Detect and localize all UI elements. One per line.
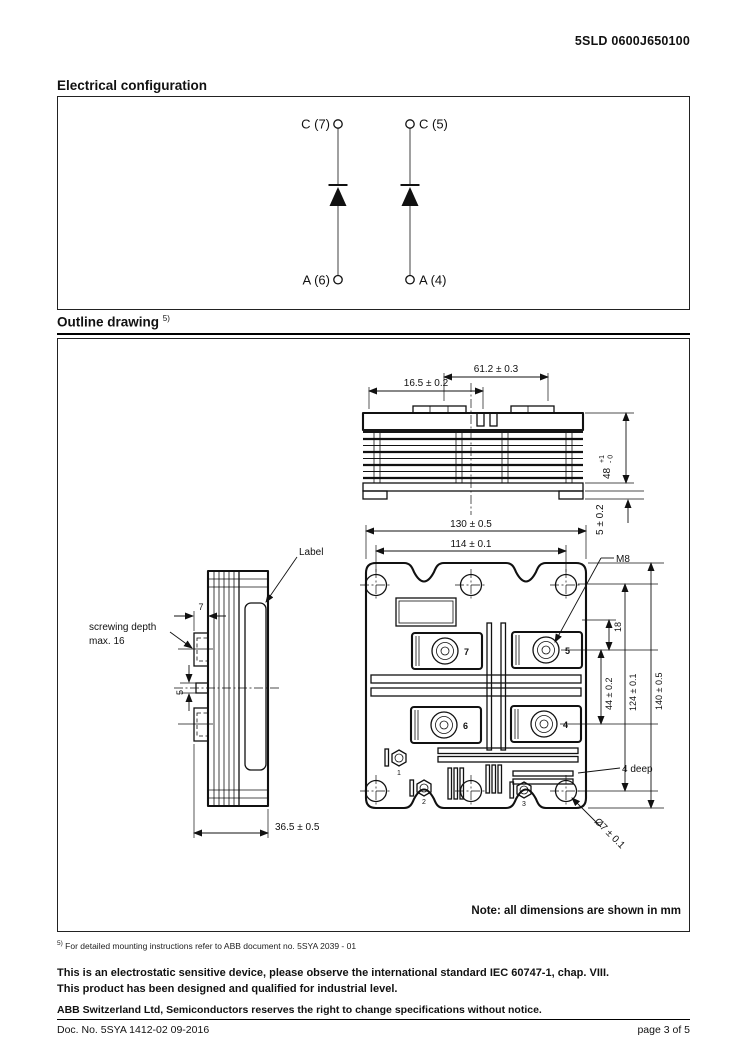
terminal-5-number: 5	[565, 646, 571, 656]
thread-m8-label: M8	[616, 554, 630, 565]
dim-365-label: 36.5 ± 0.5	[275, 822, 320, 833]
dim-48-tol-plus: +1	[599, 455, 606, 463]
baseplate-line	[363, 429, 583, 433]
dim-130-label: 130 ± 0.5	[450, 519, 492, 530]
dim-4deep-label: 4 deep	[622, 764, 653, 775]
section-title-outline-text: Outline drawing	[57, 314, 160, 330]
dim-140-label: 140 ± 0.5	[654, 672, 664, 710]
electrical-diagram	[58, 97, 688, 308]
dimensions-note: Note: all dimensions are shown in mm	[471, 905, 681, 917]
screwing-depth-line2: max. 16	[89, 636, 125, 647]
mounting-hole	[455, 569, 487, 601]
terminal-6-number: 6	[463, 721, 469, 731]
module-face-view	[360, 563, 586, 808]
outline-footnote-marker: 5)	[162, 314, 170, 323]
diode-2	[401, 117, 448, 288]
dim-165-label: 16.5 ± 0.2	[403, 378, 449, 389]
footer-page-number: page 3 of 5	[637, 1024, 690, 1036]
esd-line1: This is an electrostatic sensitive device, please observe the international standard IEC 60747-1, chap. VIII.	[57, 967, 610, 979]
aux-terminal-3-number: 3	[522, 801, 526, 808]
terminal-7-number: 7	[464, 647, 470, 657]
dim-18-label: 18	[613, 621, 623, 632]
diode-1	[301, 117, 347, 288]
electrical-configuration-panel	[57, 96, 690, 310]
dim-hole-dia-label: Ø7 ± 0.1	[591, 816, 627, 852]
aux-terminal-2-number: 2	[422, 799, 426, 806]
terminal-6	[411, 707, 481, 743]
outline-drawing-panel	[57, 338, 690, 932]
outline-drawing	[58, 339, 688, 930]
diode2-cathode-label: C (5)	[419, 116, 448, 132]
diode1-anode-label: A (6)	[302, 272, 330, 288]
footer-doc-number: Doc. No. 5SYA 1412-02 09-2016	[57, 1024, 210, 1036]
diode-symbol	[402, 187, 419, 206]
dim-48-label-group	[599, 455, 615, 479]
footer-disclaimer: ABB Switzerland Ltd, Semiconductors reserves the right to change specifications without notice.	[57, 1004, 690, 1020]
diode1-cathode-label: C (7)	[301, 116, 330, 132]
mounting-hole	[550, 775, 582, 807]
esd-notice	[57, 966, 707, 997]
section-title-electrical-text: Electrical configuration	[57, 78, 208, 93]
section-title-electrical	[57, 78, 690, 98]
mounting-hole	[360, 775, 392, 807]
cathode-terminal-circle	[334, 120, 342, 128]
module-side-profile-view	[174, 571, 280, 806]
side-elevation-dimensions	[369, 364, 644, 535]
dim-61-label: 61.2 ± 0.3	[473, 364, 519, 375]
diode-symbol	[330, 187, 347, 206]
aux-terminal-1	[385, 749, 406, 777]
module-side-elevation-view	[363, 383, 583, 515]
aux-terminal-1-number: 1	[397, 770, 401, 777]
dim-114-label: 114 ± 0.1	[450, 539, 492, 550]
product-code: 5SLD 0600J650100	[574, 34, 690, 48]
dim-124-label: 124 ± 0.1	[628, 673, 638, 711]
dim-5base-label: 5 ± 0.2	[595, 504, 606, 535]
mounting-hole	[550, 569, 582, 601]
anode-terminal-circle	[406, 276, 414, 284]
mounting-hole	[360, 569, 392, 601]
screw-boss-bottom	[178, 708, 213, 741]
profile-fins	[208, 571, 268, 806]
footnote-marker: 5)	[57, 940, 63, 947]
footer-row	[57, 1024, 690, 1036]
side-label-plate	[245, 603, 266, 770]
screw-boss-top	[178, 633, 213, 666]
dim-48-tol-minus: - 0	[607, 454, 615, 463]
footnote-text: For detailed mounting instructions refer to ABB document no. 5SYA 2039 - 01	[65, 940, 357, 951]
heatsink-base	[363, 483, 583, 491]
cathode-terminal-circle	[406, 120, 414, 128]
section-title-outline	[57, 314, 690, 335]
dim-5tab-label: 5	[175, 689, 185, 695]
esd-line2: This product has been designed and qualified for industrial level.	[57, 982, 398, 995]
busbar-channels	[371, 623, 581, 799]
dim-48-label: 48	[602, 467, 613, 479]
anode-terminal-circle	[334, 276, 342, 284]
diode2-anode-label: A (4)	[419, 272, 447, 288]
footnote	[57, 940, 356, 951]
label-callout-text: Label	[299, 547, 324, 558]
dim-7-label: 7	[198, 602, 204, 612]
dim-44-label: 44 ± 0.2	[604, 677, 614, 710]
terminal-4-number: 4	[563, 720, 569, 730]
label-plate	[396, 598, 456, 626]
screwing-depth-line1: screwing depth	[89, 622, 157, 633]
dim-5base-label-group	[595, 504, 606, 535]
terminal-7	[412, 633, 482, 669]
heatsink-fins	[363, 433, 583, 483]
